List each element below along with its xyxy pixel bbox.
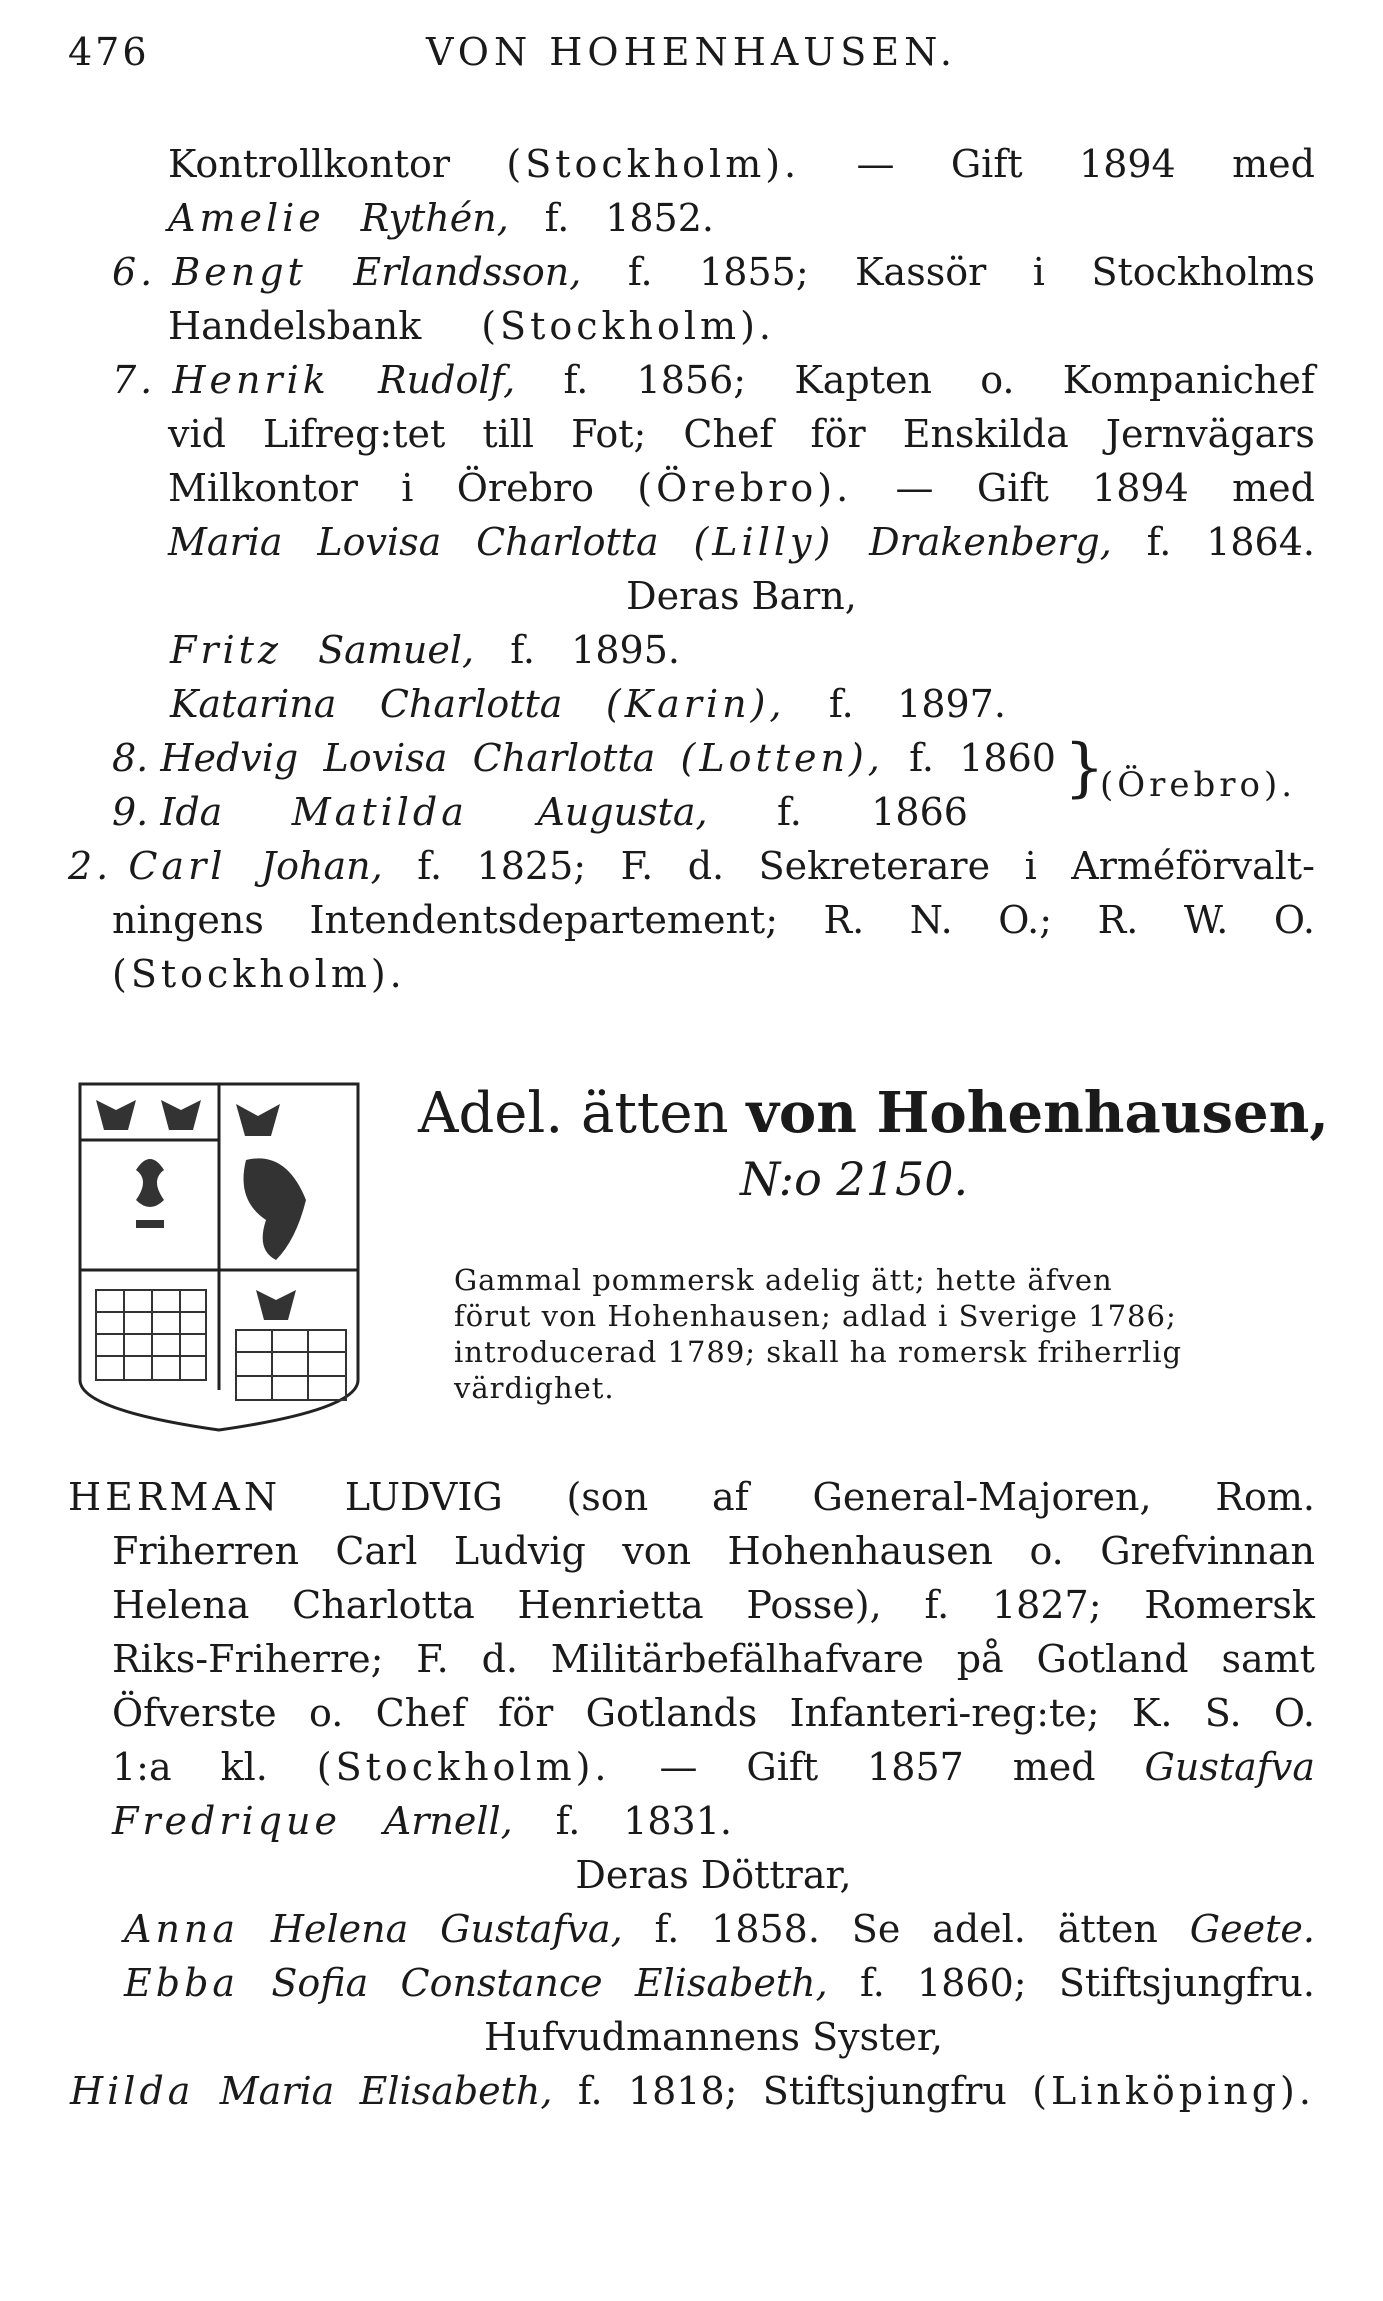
- page-header: [68, 30, 1315, 90]
- coat-of-arms-image: [76, 1080, 362, 1432]
- family-description-line: Gammal pommersk adelig ätt; hette äfven: [454, 1263, 1113, 1297]
- text-line: Fritz Samuel, f. 1895.: [170, 628, 680, 672]
- text-line: Handelsbank (Stockholm).: [168, 304, 775, 348]
- text-line: Friherren Carl Ludvig von Hohenhausen o. Grefvinnan: [112, 1529, 1315, 1573]
- text-line: Fredrique Arnell, f. 1831.: [112, 1799, 732, 1843]
- family-number: N:o 2150.: [740, 1152, 969, 1206]
- family-description-line: värdighet.: [454, 1371, 615, 1405]
- text-line: Katarina Charlotta (Karin), f. 1897.: [170, 682, 1006, 726]
- running-title: VON HOHENHAUSEN.: [426, 30, 957, 74]
- heading-prefix: Adel. ätten: [418, 1081, 729, 1146]
- text-line: Amelie Rythén, f. 1852.: [168, 196, 714, 240]
- page-number: 476: [68, 30, 150, 74]
- family-description-line: introducerad 1789; skall ha romersk friherrlig: [454, 1335, 1183, 1369]
- text-line: Hufvudmannens Syster,: [484, 2015, 943, 2059]
- text-line: Deras Döttrar,: [575, 1853, 852, 1897]
- text-line: Helena Charlotta Henrietta Posse), f. 1827; Romersk: [112, 1583, 1315, 1627]
- text-line: Maria Lovisa Charlotta (Lilly) Drakenberg, f. 1864.: [168, 520, 1315, 564]
- text-line: Deras Barn,: [626, 574, 857, 618]
- text-line: 9. Ida Matilda Augusta, f. 1866: [112, 790, 968, 834]
- text-line: Riks-Friherre; F. d. Militärbefälhafvare på Gotland samt: [112, 1637, 1315, 1681]
- brace-glyph: }: [1064, 731, 1105, 805]
- text-line: Anna Helena Gustafva, f. 1858. Se adel. ätten Geete.: [124, 1907, 1315, 1951]
- text-line: Öfverste o. Chef för Gotlands Infanteri-reg:te; K. S. O.: [112, 1691, 1315, 1735]
- text-line: (Stockholm).: [112, 952, 406, 996]
- family-description-line: förut von Hohenhausen; adlad i Sverige 1786;: [454, 1299, 1177, 1333]
- text-line: 7. Henrik Rudolf, f. 1856; Kapten o. Kompanichef: [112, 358, 1315, 402]
- text-line: vid Lifreg:tet till Fot; Chef för Enskilda Jernvägars: [168, 412, 1315, 456]
- text-line: 2. Carl Johan, f. 1825; F. d. Sekreterare i Arméförvalt-: [68, 844, 1315, 888]
- text-line: Hilda Maria Elisabeth, f. 1818; Stiftsjungfru (Linköping).: [70, 2069, 1315, 2113]
- text-line: ningens Intendentsdepartement; R. N. O.; R. W. O.: [112, 898, 1315, 942]
- text-line: Kontrollkontor (Stockholm). — Gift 1894 med: [168, 142, 1315, 186]
- text-line: 1:a kl. (Stockholm). — Gift 1857 med Gustafva: [112, 1745, 1315, 1789]
- text-line: 6. Bengt Erlandsson, f. 1855; Kassör i Stockholms: [112, 250, 1315, 294]
- location-note: (Örebro).: [1100, 765, 1297, 805]
- text-line: HERMAN LUDVIG (son af General-Majoren, Rom.: [68, 1475, 1315, 1519]
- text-line: Milkontor i Örebro (Örebro). — Gift 1894 med: [168, 466, 1315, 510]
- text-line: 8. Hedvig Lovisa Charlotta (Lotten), f. 1860: [112, 736, 1056, 780]
- text-line: Ebba Sofia Constance Elisabeth, f. 1860; Stiftsjungfru.: [124, 1961, 1315, 2005]
- family-heading: [418, 1078, 1329, 1149]
- family-name: von Hohenhausen,: [746, 1080, 1329, 1146]
